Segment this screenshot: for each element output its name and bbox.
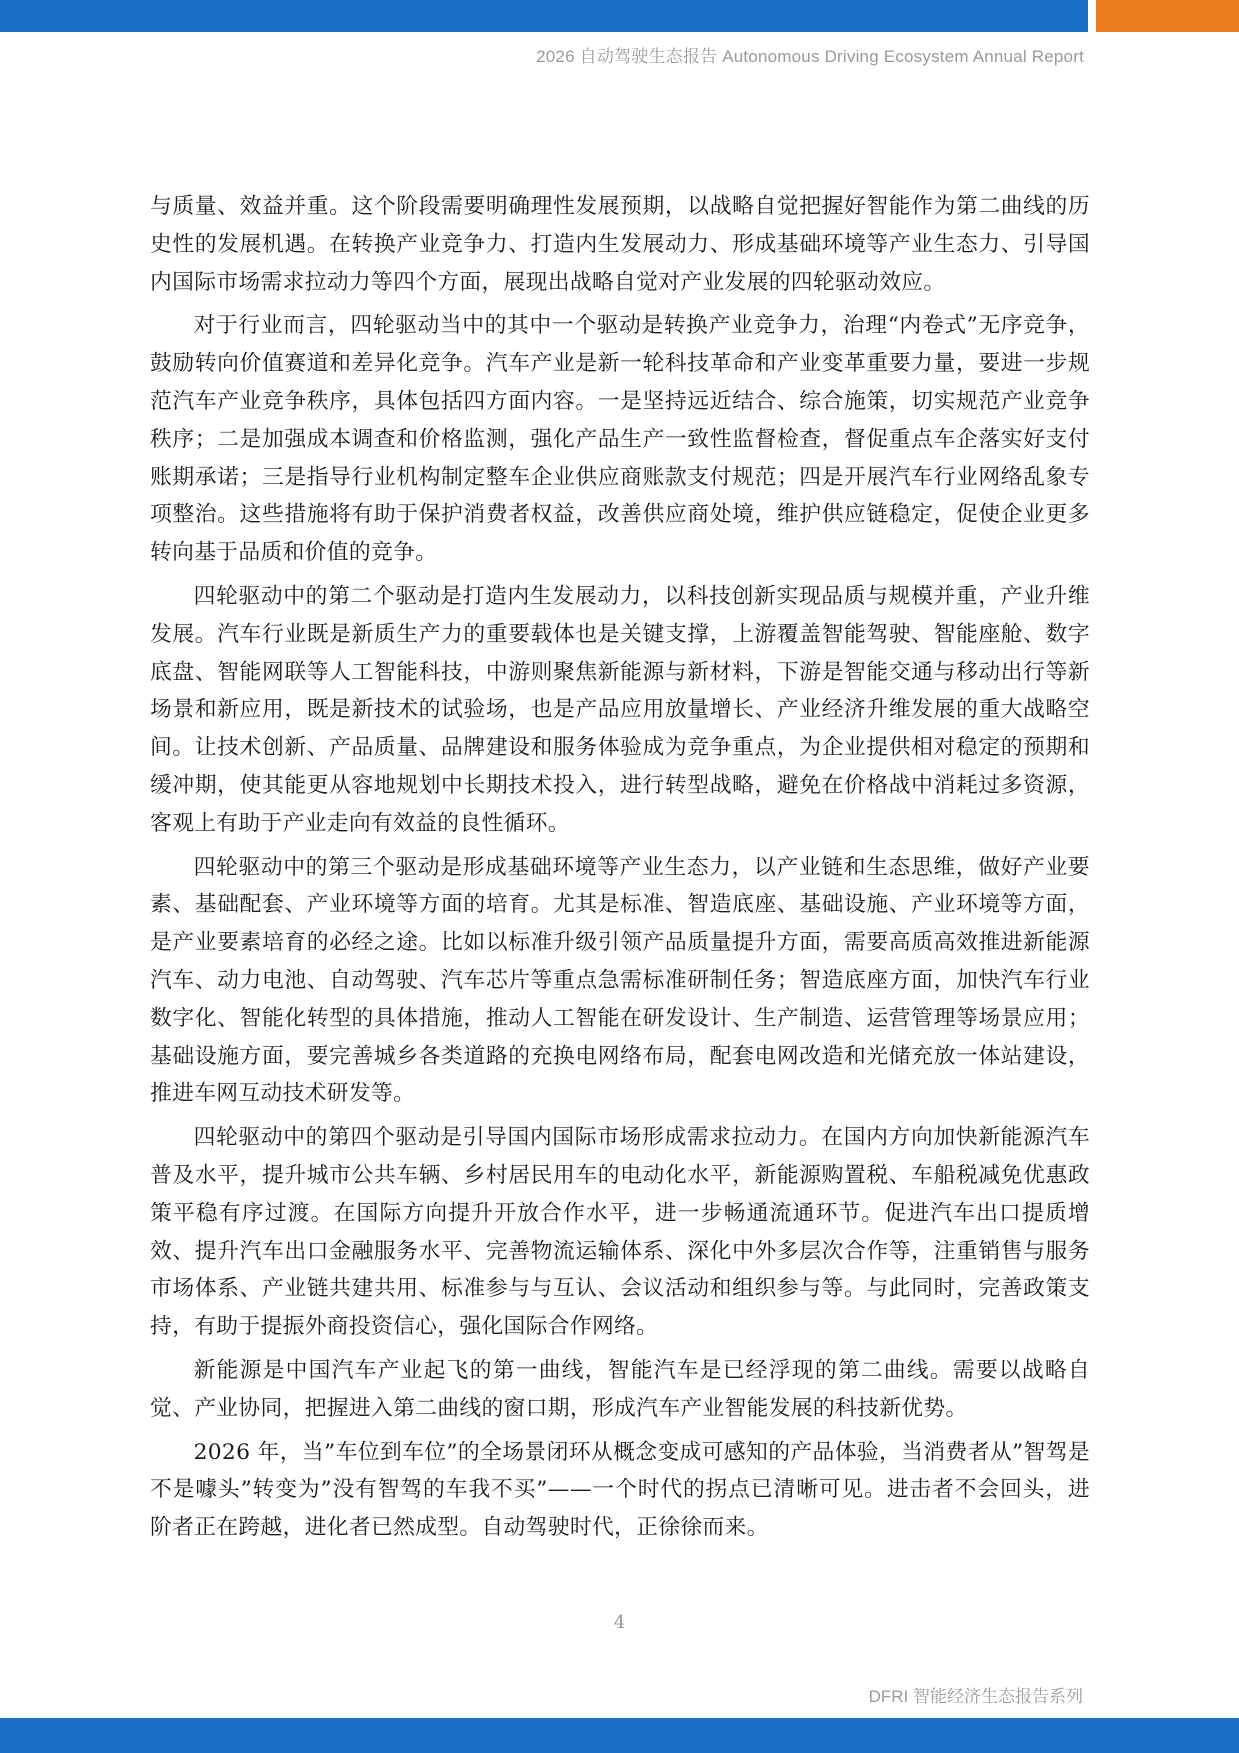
document-body [150,188,1090,1553]
paragraph-second-curve: 新能源是中国汽车产业起飞的第一曲线，智能汽车是已经浮现的第二曲线。需要以战略自觉、产业协同，把握进入第二曲线的窗口期，形成汽车产业智能发展的科技新优势。 [150,1357,1090,1421]
paragraph-fourth-driver: 四轮驱动中的第四个驱动是引导国内国际市场形成需求拉动力。在国内方向加快新能源汽车普及水平，提升城市公共车辆、乡村居民用车的电动化水平，新能源购置税、车船税减免优惠政策平稳有序过渡。在国际方向提升开放合作水平，进一步畅通流通环节。促进汽车出口提质增效、提升汽车出口金融服务水平、完善物流运输体系、深化中外多层次合作等，注重销售与服务市场体系、产业链共建共用、标准参与与互认、会议活动和组织参与等。与此同时，完善政策支持，有助于提振外商投资信心，强化国际合作网络。 [150,1125,1090,1340]
paragraph-conclusion: 2026 年，当”车位到车位”的全场景闭环从概念变成可感知的产品体验，当消费者从”智驾是不是噱头”转变为”没有智驾的车我不买”——一个时代的拐点已清晰可见。进击者不会回头，进阶者正在跨越，进化者已然成型。自动驾驶时代，正徐徐而来。 [150,1439,1090,1541]
footer-series-title: DFRI 智能经济生态报告系列 [868,1687,1083,1706]
running-header-title: 2026 自动驾驶生态报告 Autonomous Driving Ecosystem Annual Report [536,47,1084,66]
paragraph-continuation: 与质量、效益并重。这个阶段需要明确理性发展预期，以战略自觉把握好智能作为第二曲线的历史性的发展机遇。在转换产业竞争力、打造内生发展动力、形成基础环境等产业生态力、引导国内国际市场需求拉动力等四个方面，展现出战略自觉对产业发展的四轮驱动效应。 [150,194,1090,295]
footer-accent-bar-blue [0,1718,1239,1753]
page-number: 4 [613,1612,626,1633]
header-accent-bar-blue [0,0,1088,32]
paragraph-third-driver: 四轮驱动中的第三个驱动是形成基础环境等产业生态力，以产业链和生态思维，做好产业要素、基础配套、产业环境等方面的培育。尤其是标准、智造底座、基础设施、产业环境等方面，是产业要素培育的必经之途。比如以标准升级引领产品质量提升方面，需要高质高效推进新能源汽车、动力电池、自动驾驶、汽车芯片等重点急需标准研制任务；智造底座方面，加快汽车行业数字化、智能化转型的具体措施，推动人工智能在研发设计、生产制造、运营管理等场景应用；基础设施方面，要完善城乡各类道路的充换电网络布局，配套电网改造和光储充放一体站建设，推进车网互动技术研发等。 [150,854,1090,1107]
paragraph-second-driver: 四轮驱动中的第二个驱动是打造内生发展动力，以科技创新实现品质与规模并重，产业升维发展。汽车行业既是新质生产力的重要载体也是关键支撑，上游覆盖智能驾驶、智能座舱、数字底盘、智能网联等人工智能科技，中游则聚焦新能源与新材料，下游是智能交通与移动出行等新场景和新应用，既是新技术的试验场，也是产品应用放量增长、产业经济升维发展的重大战略空间。让技术创新、产品质量、品牌建设和服务体验成为竞争重点，为企业提供相对稳定的预期和缓冲期，使其能更从容地规划中长期技术投入，进行转型战略，避免在价格战中消耗过多资源，客观上有助于产业走向有效益的良性循环。 [150,583,1090,836]
paragraph-first-driver: 对于行业而言，四轮驱动当中的其中一个驱动是转换产业竞争力，治理“内卷式”无序竞争，鼓励转向价值赛道和差异化竞争。汽车产业是新一轮科技革命和产业变革重要力量，要进一步规范汽车产业竞争秩序，具体包括四方面内容。一是坚持远近结合、综合施策，切实规范产业竞争秩序；二是加强成本调查和价格监测，强化产品生产一致性监督检查，督促重点车企落实好支付账期承诺；三是指导行业机构制定整车企业供应商账款支付规范；四是开展汽车行业网络乱象专项整治。这些措施将有助于保护消费者权益，改善供应商处境，维护供应链稳定，促使企业更多转向基于品质和价值的竞争。 [150,313,1090,566]
header-accent-bar-orange [1096,0,1239,32]
